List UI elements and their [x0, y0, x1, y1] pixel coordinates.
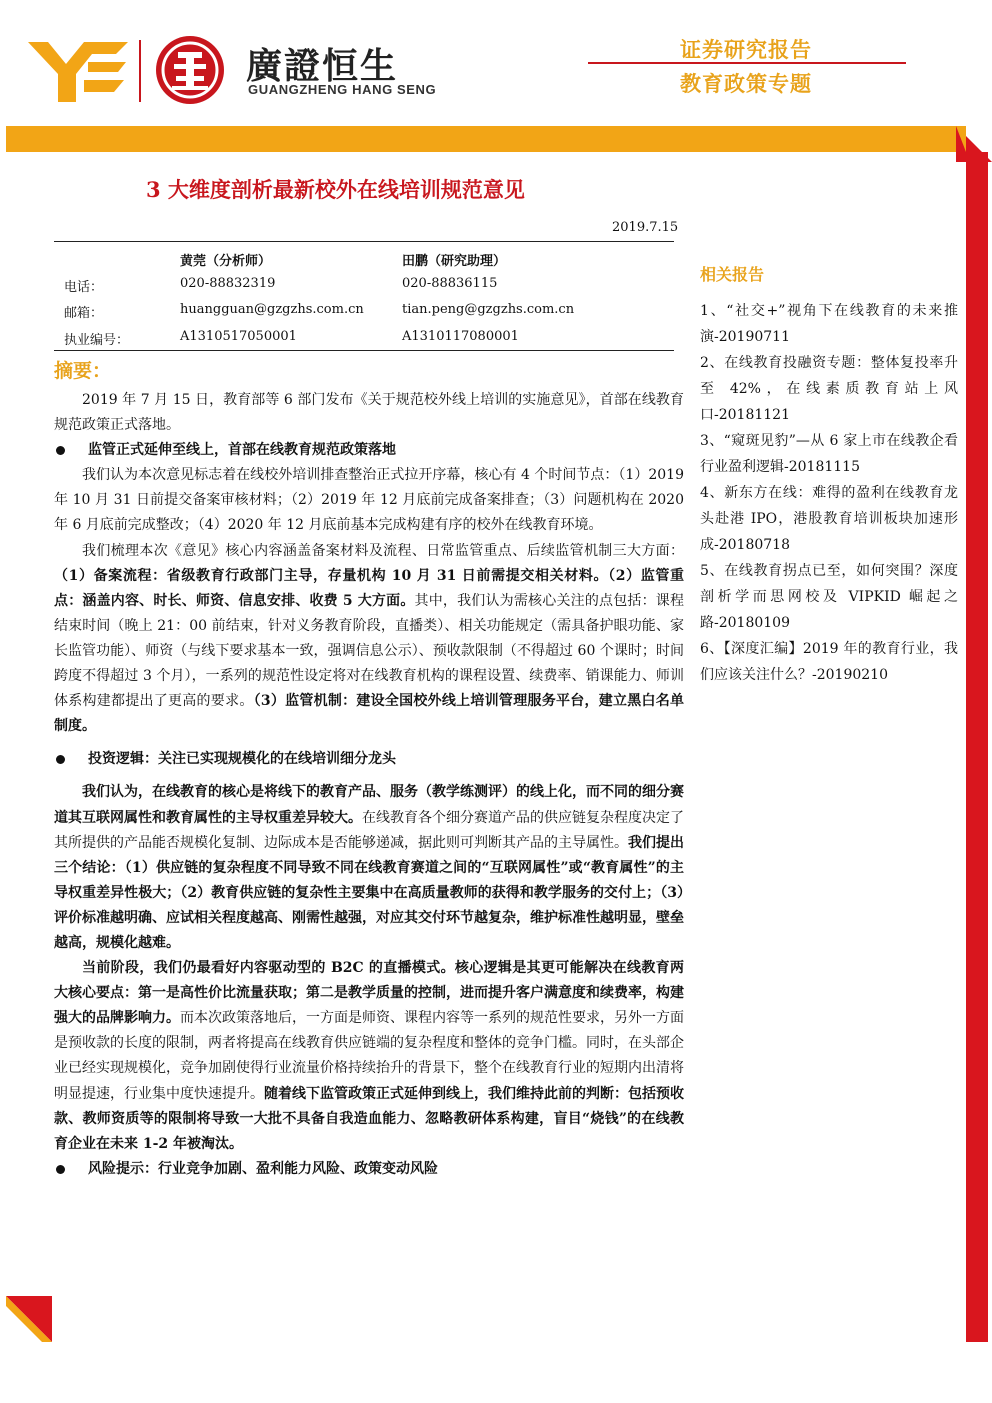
bullet-text: 监管正式延伸至线上，首部在线教育规范政策落地: [88, 442, 396, 459]
related-reports-heading: 相关报告: [700, 265, 765, 284]
title-divider: [54, 241, 674, 242]
paragraph-emphasis: 我们提出三个结论：（1）供应链的复杂程度不同导致不同在线教育赛道之间的“互联网属性”或“教育属性”的主导权重差异性极大；（2）教育供应链的复杂性主要集中在高质量教师的获得和教学服务的交付上；（3）评价标准越明确、应试相关程度越高、刚需性越强，对应其交付环节越复杂，维护标准性越明显，壁垒越高，规模化越难。: [54, 834, 684, 951]
report-title: 3 大维度剖析最新校外在线培训规范意见: [146, 177, 525, 202]
summary-heading: 摘要：: [54, 360, 112, 382]
paragraph-text: 而本次政策落地后，一方面是师资、课程内容等一系列的规范性要求，另外一方面是预收款的长度的限制，两者将提高在线教育供应链端的复杂程度和整体的竞争门槛。同时，在头部企业已经实现规模化，竞争加剧使得行业流量价格持续抬升的背景下，整个在线教育行业的短期内出清将明显提速，行业集中度快速提升。: [54, 1010, 684, 1102]
analyst-name: 田鹏（研究助理）: [402, 254, 507, 269]
bullet-icon: [56, 755, 65, 764]
related-report-item[interactable]: 1、“社交+”视角下在线教育的未来推演-20190711: [700, 303, 958, 345]
analyst-license: A1310517050001: [180, 329, 297, 344]
summary-paragraph: [54, 539, 684, 740]
related-report-item[interactable]: 6、【深度汇编】2019 年的教育行业，我们应该关注什么？-20190210: [700, 641, 958, 683]
brand-name-cn: 廣證恒生: [246, 46, 399, 87]
bullet-item: [54, 438, 684, 463]
analyst-divider: [54, 350, 674, 351]
analyst-phone: 020-88836115: [402, 276, 498, 291]
report-date: 2019.7.15: [612, 220, 679, 235]
seal-logo-icon: [154, 34, 226, 106]
email-label: 邮箱：: [64, 306, 104, 321]
analyst-email[interactable]: huangguan@gzgzhs.com.cn: [180, 302, 364, 317]
bullet-icon: [56, 446, 65, 455]
ye-logo-icon: [28, 40, 128, 102]
paragraph-emphasis: 我们认为，在线教育的核心是将线下的教育产品、服务（教学练测评）的线上化，而不同的细分赛道其互联网属性和教育属性的主导权重差异较大。: [54, 784, 684, 826]
spacer: [54, 739, 684, 747]
related-reports-list: [700, 298, 958, 688]
paragraph-emphasis: 随着线下监管政策正式延伸到线上，我们维持此前的判断：包括预收款、教师资质等的限制将导致一大批不具备自我造血能力、忽略教研体系构建，盲目“烧钱”的在线教育企业在未来 1-2 年被淘汰。: [54, 1085, 684, 1152]
summary-body: [54, 388, 684, 1182]
paragraph-emphasis: 当前阶段，我们仍最看好内容驱动型的 B2C 的直播模式。核心逻辑是其更可能解决在线教育两大核心要点：第一是高性价比流量获取；第二是教学质量的控制，进而提升客户满意度和续费率，构建强大的品牌影响力。: [54, 960, 684, 1027]
brand-name-en: GUANGZHENG HANG SENG: [248, 82, 437, 97]
bullet-item: [54, 747, 684, 772]
summary-paragraph: [54, 956, 684, 1157]
paragraph-emphasis: （1）备案流程：省级教育行政部门主导，存量机构 10 月 31 日前需提交相关材料。（2）监管重点：涵盖内容、时长、师资、信息安排、收费 5 大方面。: [54, 567, 684, 609]
related-report-item[interactable]: 5、在线教育拐点已至，如何突围？深度剖析学而思网校及 VIPKID 崛起之路-20180109: [700, 563, 958, 631]
phone-label: 电话：: [64, 280, 104, 295]
paragraph-text: 其中，我们认为需核心关注的点包括：课程结束时间（晚上 21：00 前结束，针对义务教育阶段，直播类）、相关功能规定（需具备护眼功能、家长监管功能）、师资（与线下要求基本一致，强调信息公示）、预收款限制（不得超过 60 个课时；时间跨度不得超过 3 个月），一系列的规范性设定将对在线教育机构的课程设置、续费率、销课能力、师训体系构建都提出了更高的要求。: [54, 592, 684, 710]
orange-header-band: [6, 126, 966, 152]
header-divider: [588, 62, 906, 64]
analyst-phone: 020-88832319: [180, 276, 276, 291]
bullet-text: 投资逻辑：关注已实现规模化的在线培训细分龙头: [88, 751, 396, 768]
bullet-icon: [56, 1165, 65, 1174]
bullet-text: 风险提示：行业竞争加剧、盈利能力风险、政策变动风险: [88, 1160, 438, 1177]
spacer: [54, 772, 684, 780]
summary-paragraph: [54, 780, 684, 956]
analyst-email[interactable]: tian.peng@gzgzhs.com.cn: [402, 302, 575, 317]
license-label: 执业编号：: [64, 333, 130, 348]
related-report-item[interactable]: 3、“窥斑见豹”—从 6 家上市在线教企看行业盈利逻辑-20181115: [700, 433, 958, 475]
right-red-stripe: [966, 152, 988, 1342]
paragraph-text: 我们梳理本次《意见》核心内容涵盖备案材料及流程、日常监管重点、后续监管机制三大方面：: [82, 542, 684, 559]
corner-triangle-icon: [6, 1296, 52, 1342]
summary-intro: 2019 年 7 月 15 日，教育部等 6 部门发布《关于规范校外线上培训的实施意见》，首部在线教育规范政策正式落地。: [54, 392, 684, 434]
related-report-item[interactable]: 2、在线教育投融资专题：整体复投率升至 42%，在线素质教育站上风口-20181121: [700, 355, 958, 423]
analyst-license: A1310117080001: [402, 329, 519, 344]
logo-divider: [139, 40, 141, 102]
paragraph-emphasis: （3）监管机制：建设全国校外线上培训管理服务平台，建立黑白名单制度。: [54, 693, 685, 735]
analyst-name: 黄莞（分析师）: [180, 254, 272, 269]
summary-paragraph: 我们认为本次意见标志着在线校外培训排查整治正式拉开序幕，核心有 4 个时间节点：（1）2019 年 10 月 31 日前提交备案审核材料；（2）2019 年 12 月底前完成备案排查；（3）问题机构在 2020 年 6 月底前完成整改；（4）2020 年 12 月底前基本完成构建有序的校外在线教育环境。: [54, 467, 684, 534]
related-report-item[interactable]: 4、新东方在线：难得的盈利在线教育龙头赴港 IPO，港股教育培训板块加速形成-20180718: [700, 485, 958, 553]
report-topic-label: 教育政策专题: [680, 72, 812, 96]
paragraph-text: 在线教育各个细分赛道产品的供应链复杂程度决定了其所提供的产品能否规模化复制、边际成本是否能够递减，据此则可判断其产品的主导属性。: [54, 809, 684, 851]
bullet-item: [54, 1157, 684, 1182]
report-type-label: 证券研究报告: [680, 38, 812, 62]
